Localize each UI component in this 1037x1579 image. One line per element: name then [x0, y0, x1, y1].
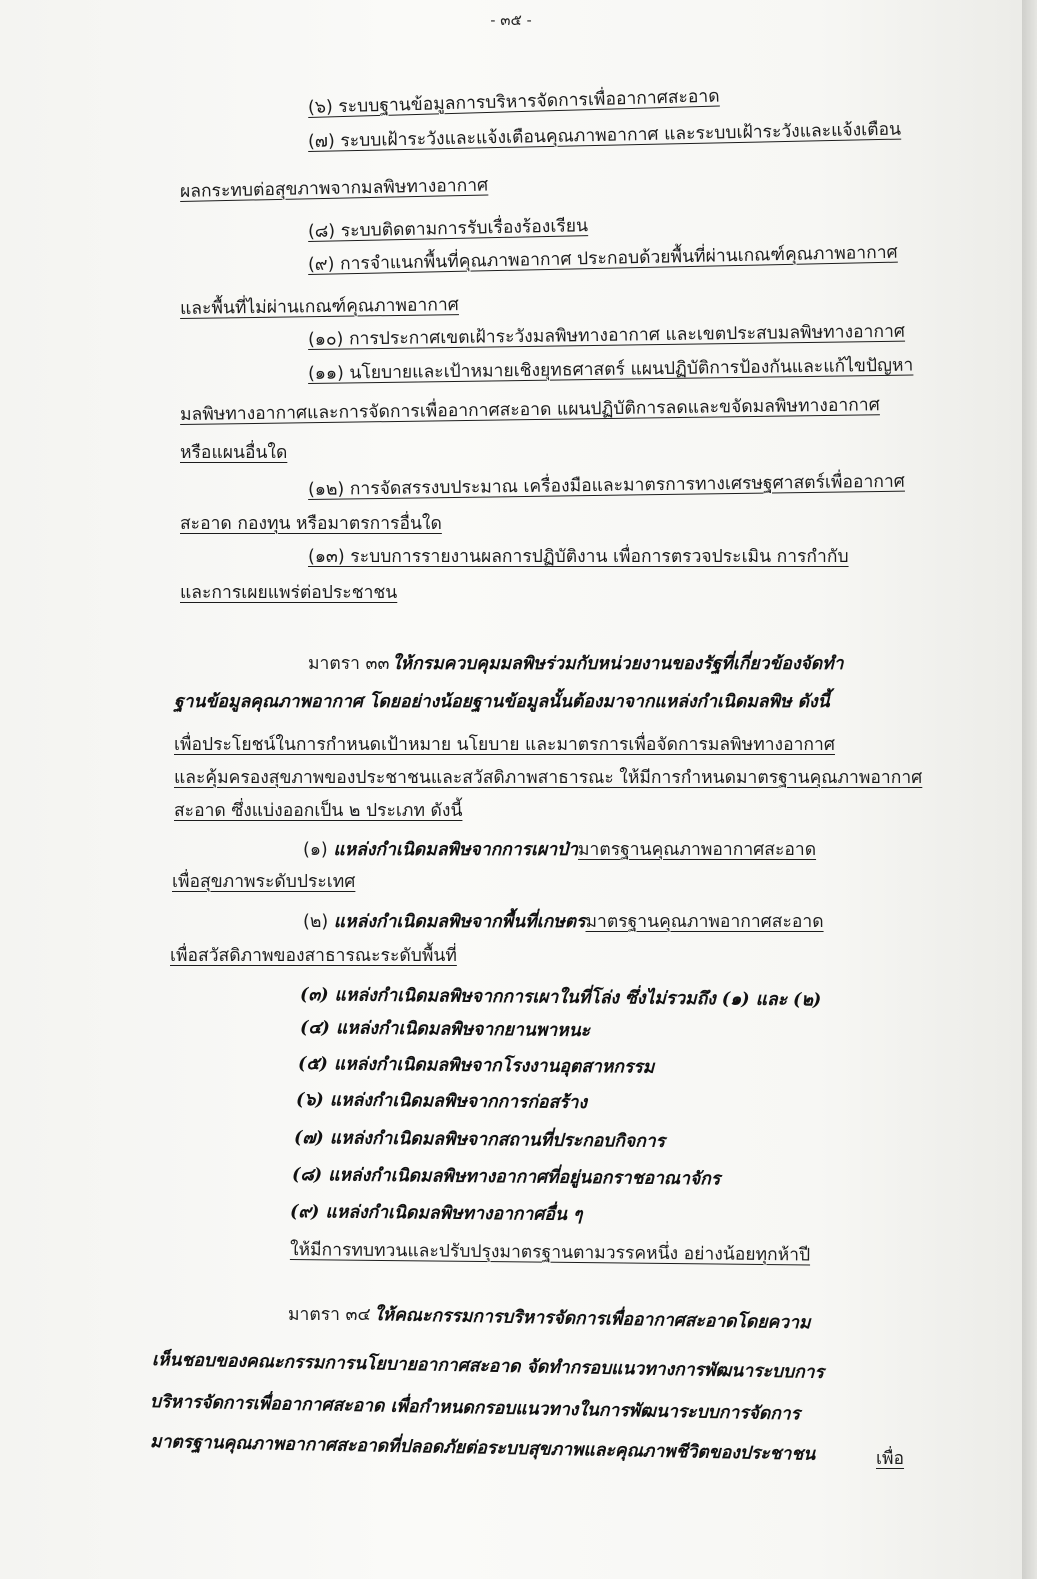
item-12-line-2: สะอาด กองทุน หรือมาตรการอื่นใด [180, 514, 442, 534]
section-34-handwritten-3: บริหารจัดการเพื่ออากาศสะอาด เพื่อกำหนดกรอบแนวทางในการพัฒนาระบบการจัดการ [149, 1392, 801, 1425]
section-33-label: มาตรา ๓๓ [308, 654, 390, 674]
item-7-line-2: ผลกระทบต่อสุขภาพจากมลพิษทางอากาศ [179, 175, 489, 202]
handwritten-item-8: (๘) แหล่งกำเนิดมลพิษทางอากาศที่อยู่นอกราชอาณาจักร [291, 1165, 721, 1190]
sub-item-1-line-2: เพื่อสุขภาพระดับประเทศ [172, 872, 356, 892]
page-number: - ๓๕ - [490, 11, 532, 29]
section-33-line-4: และคุ้มครองสุขภาพของประชาชนและสวัสดิภาพสาธารณะ ให้มีการกำหนดมาตรฐานคุณภาพอากาศ [174, 768, 923, 788]
handwritten-item-5: (๕) แหล่งกำเนิดมลพิษจากโรงงานอุตสาหกรรม [297, 1054, 655, 1078]
review-line: ให้มีการทบทวนและปรับปรุงมาตรฐานตามวรรคหนึ่ง อย่างน้อยทุกห้าปี [289, 1240, 811, 1266]
handwritten-item-6: (๖) แหล่งกำเนิดมลพิษจากการก่อสร้าง [295, 1090, 588, 1114]
sub-item-2-handwritten: แหล่งกำเนิดมลพิษจากพื้นที่เกษตร [333, 912, 586, 932]
item-13-line-2: และการเผยแพร่ต่อประชาชน [180, 583, 398, 603]
section-33-line-5: สะอาด ซึ่งแบ่งออกเป็น ๒ ประเภท ดังนี้ [174, 801, 463, 821]
item-7-line-1: (๗) ระบบเฝ้าระวังและแจ้งเตือนคุณภาพอากาศ และระบบเฝ้าระวังและแจ้งเตือน [307, 119, 902, 152]
sub-item-2-number: (๒) [303, 912, 329, 932]
item-10: (๑๐) การประกาศเขตเฝ้าระวังมลพิษทางอากาศ และเขตประสบมลพิษทางอากาศ [307, 321, 906, 350]
item-9-line-2: และพื้นที่ไม่ผ่านเกณฑ์คุณภาพอากาศ [179, 295, 459, 319]
section-33-handwritten-2: ฐานข้อมูลคุณภาพอากาศ โดยอย่างน้อยฐานข้อมูลนั้นต้องมาจากแหล่งกำเนิดมลพิษ ดังนี้ [174, 692, 830, 712]
handwritten-item-3: (๓) แหล่งกำเนิดมลพิษจากการเผาในที่โล่ง ซึ่งไม่รวมถึง (๑) และ (๒) [299, 985, 822, 1011]
sub-item-2-text: มาตรฐานคุณภาพอากาศสะอาด [585, 912, 824, 932]
section-34-handwritten-2: เห็นชอบของคณะกรรมการนโยบายอากาศสะอาด จัดทำกรอบแนวทางการพัฒนาระบบการ [151, 1350, 825, 1383]
section-34-handwritten-1: ให้คณะกรรมการบริหารจัดการเพื่ออากาศสะอาดโดยความ [373, 1305, 811, 1334]
section-34-handwritten-4: มาตรฐานคุณภาพอากาศสะอาดที่ปลอดภัยต่อระบบสุขภาพและคุณภาพชีวิตของประชาชน [149, 1432, 816, 1465]
item-8: (๘) ระบบติดตามการรับเรื่องร้องเรียน [307, 216, 589, 242]
item-11-line-1: (๑๑) นโยบายและเป้าหมายเชิงยุทธศาสตร์ แผนปฏิบัติการป้องกันและแก้ไขปัญหา [307, 355, 914, 384]
item-11-line-3: หรือแผนอื่นใด [180, 443, 288, 463]
item-9-line-1: (๙) การจำแนกพื้นที่คุณภาพอากาศ ประกอบด้วยพื้นที่ผ่านเกณฑ์คุณภาพอากาศ [307, 242, 898, 275]
item-6: (๖) ระบบฐานข้อมูลการบริหารจัดการเพื่ออากาศสะอาด [307, 86, 720, 118]
handwritten-item-4: (๔) แหล่งกำเนิดมลพิษจากยานพาหนะ [299, 1018, 591, 1042]
sub-item-1-number: (๑) [303, 840, 328, 860]
handwritten-item-7: (๗) แหล่งกำเนิดมลพิษจากสถานที่ประกอบกิจการ [293, 1128, 666, 1152]
item-13-line-1: (๑๓) ระบบการรายงานผลการปฏิบัติงาน เพื่อการตรวจประเมิน การกำกับ [308, 547, 849, 567]
sub-item-1-handwritten: แหล่งกำเนิดมลพิษจากการเผาป่า [333, 840, 578, 860]
section-34-label: มาตรา ๓๔ [288, 1305, 371, 1325]
sub-item-1-text: มาตรฐานคุณภาพอากาศสะอาด [578, 840, 817, 860]
section-33-handwritten-1: ให้กรมควบคุมมลพิษร่วมกับหน่วยงานของรัฐที่เกี่ยวข้องจัดทำ [392, 654, 844, 674]
section-34-tail: เพื่อ [876, 1449, 905, 1469]
handwritten-item-9: (๙) แหล่งกำเนิดมลพิษทางอากาศอื่น ๆ [289, 1202, 583, 1226]
section-33-line-3: เพื่อประโยชน์ในการกำหนดเป้าหมาย นโยบาย และมาตรการเพื่อจัดการมลพิษทางอากาศ [174, 735, 835, 755]
sub-item-2-line-2: เพื่อสวัสดิภาพของสาธารณะระดับพื้นที่ [170, 946, 457, 966]
page-edge [1022, 0, 1037, 1579]
item-11-line-2: มลพิษทางอากาศและการจัดการเพื่ออากาศสะอาด แผนปฏิบัติการลดและขจัดมลพิษทางอากาศ [179, 395, 880, 425]
sub-item-2 [303, 910, 824, 934]
sub-item-1 [303, 838, 816, 862]
item-12-line-1: (๑๒) การจัดสรรงบประมาณ เครื่องมือและมาตรการทางเศรษฐศาสตร์เพื่ออากาศ [307, 471, 905, 500]
